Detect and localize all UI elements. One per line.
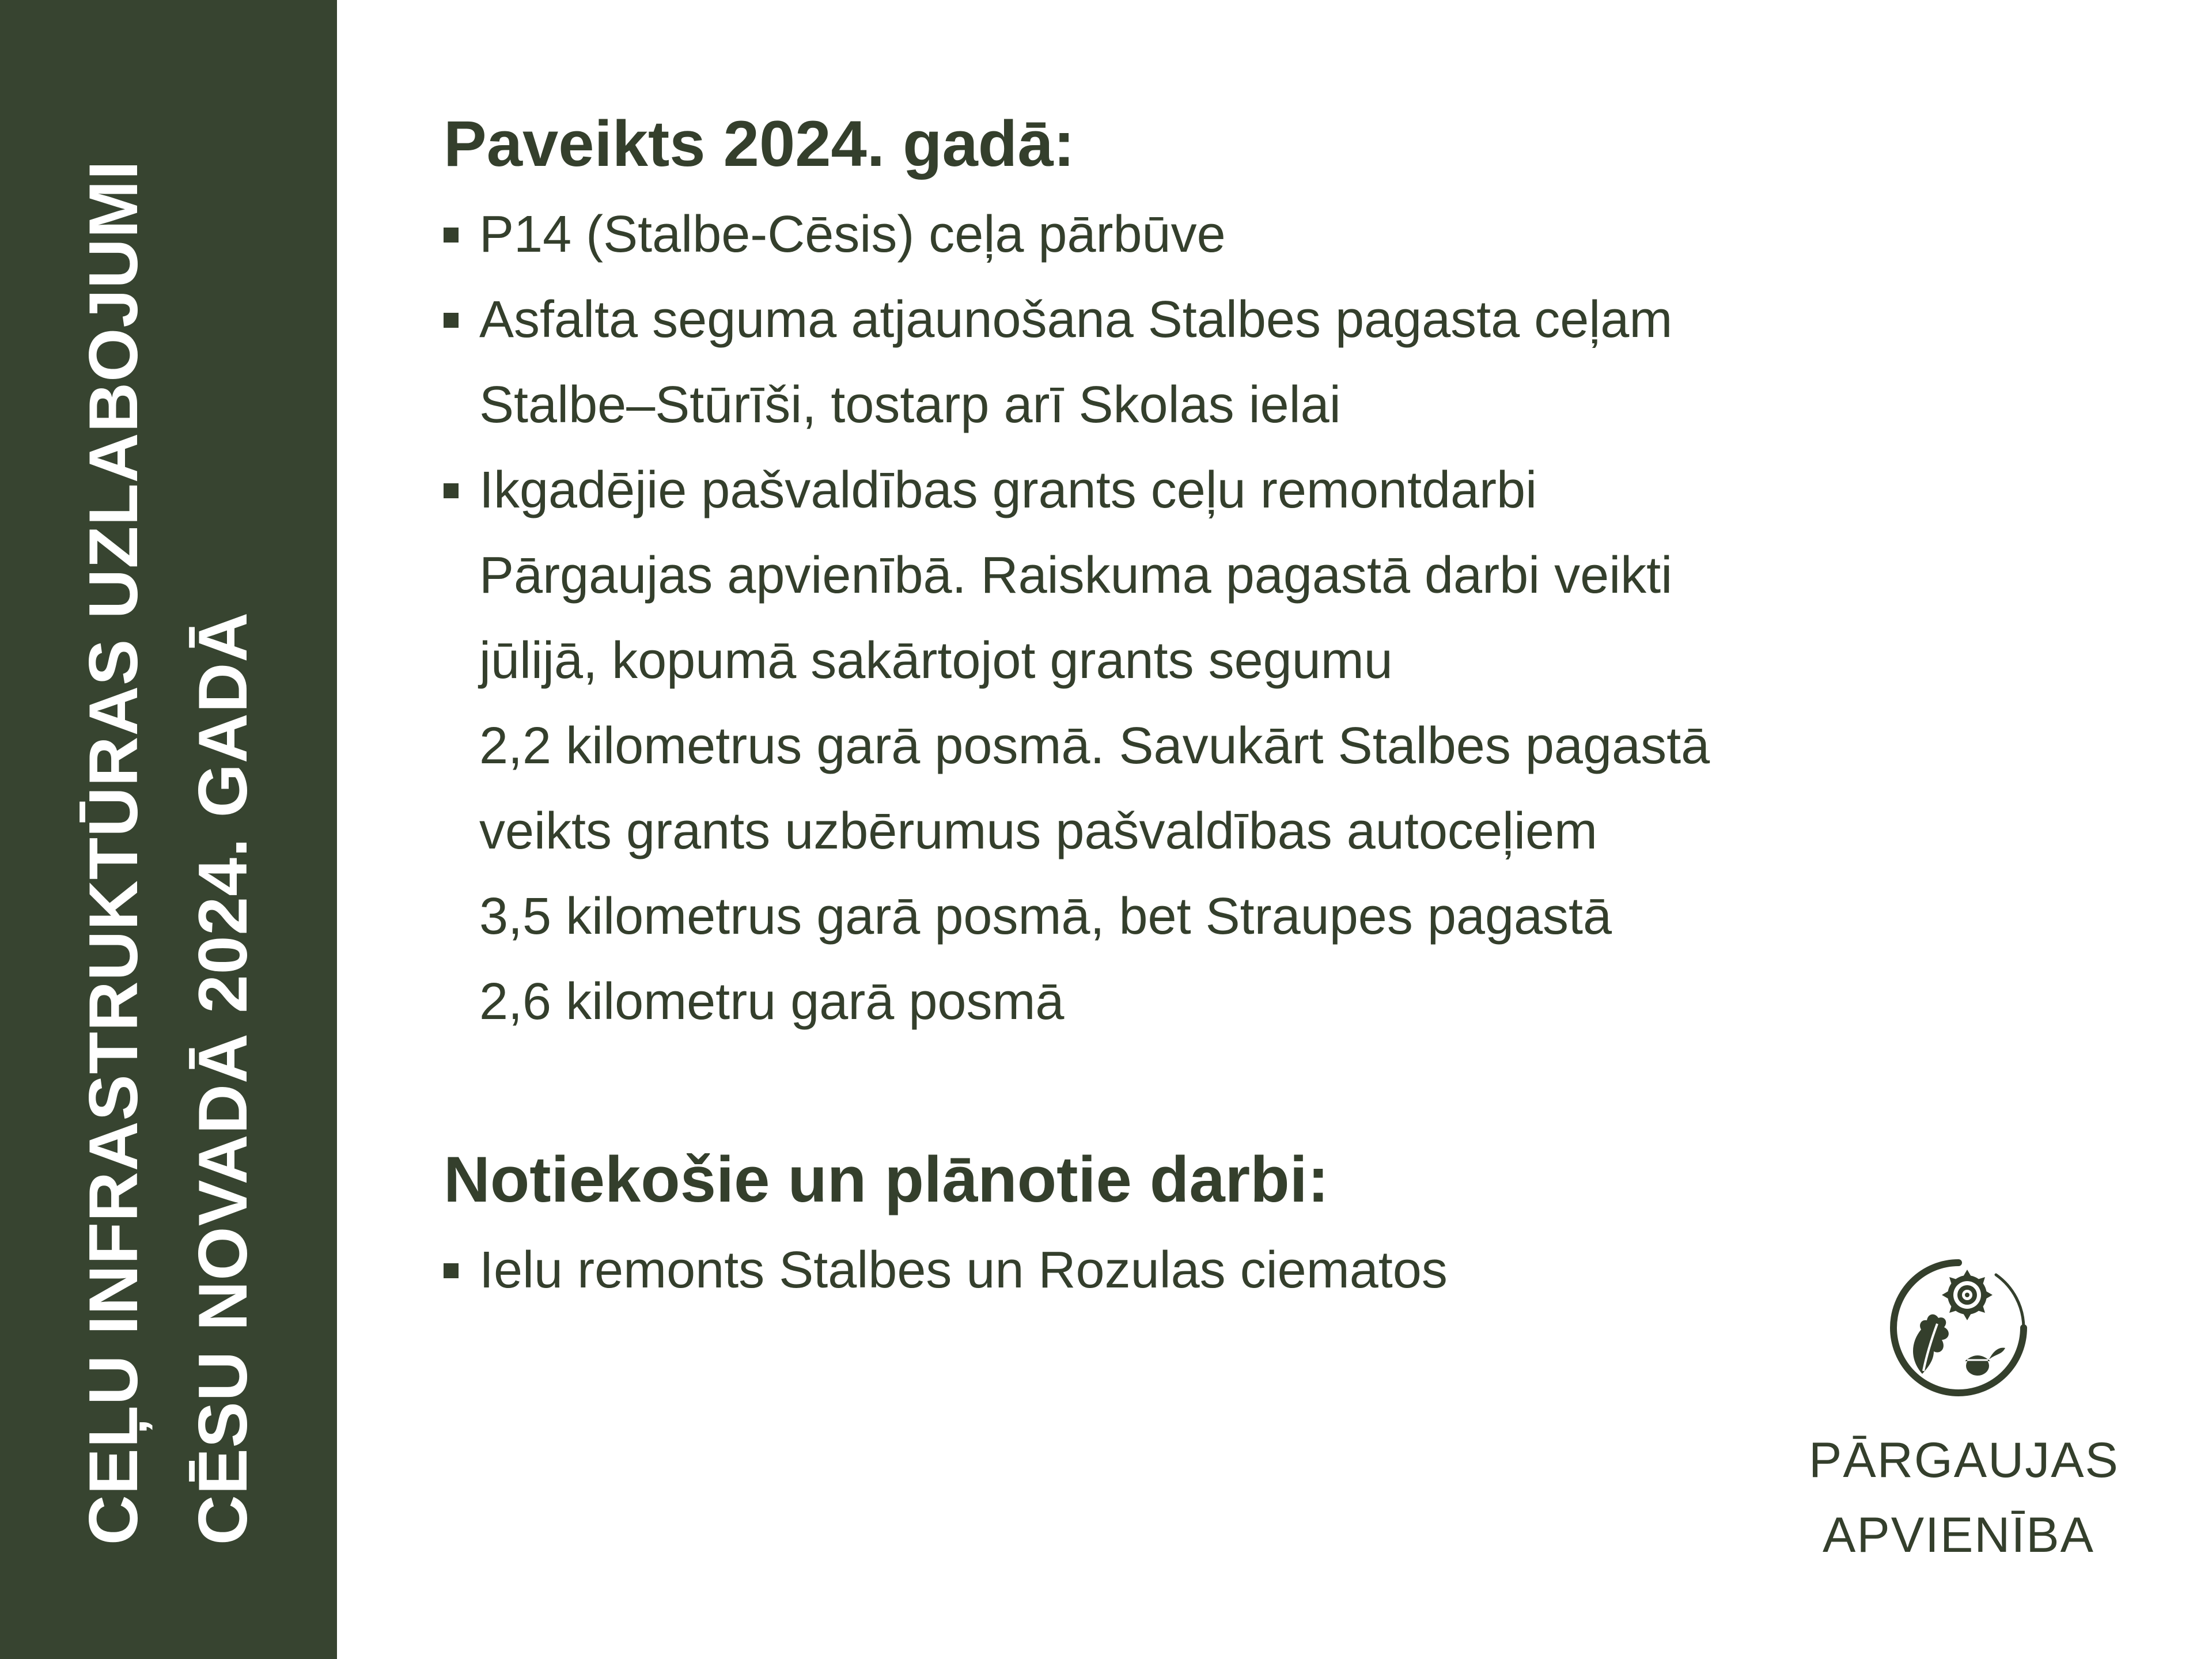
- bullet-icon: [444, 483, 459, 498]
- list-item-line: veikts grants uzbērumus pašvaldības autoceļiem: [479, 802, 1597, 860]
- bullet-icon: [444, 313, 459, 328]
- section-planned-list: [444, 1228, 1884, 1313]
- list-item-line: 2,2 kilometrus garā posmā. Savukārt Stalbes pagastā: [479, 717, 1710, 775]
- emblem-icon: [1887, 1256, 2031, 1400]
- sidebar: [0, 0, 337, 1659]
- list-item-line: Ielu remonts Stalbes un Rozulas ciematos: [479, 1241, 1448, 1299]
- section-done-list: [444, 192, 1884, 1044]
- list-item-line: Asfalta seguma atjaunošana Stalbes pagasta ceļam: [479, 291, 1673, 349]
- logo-text-line-2: APVIENĪBA: [1822, 1508, 2095, 1563]
- logo-text: [1809, 1423, 2119, 1573]
- list-item-line: 3,5 kilometrus garā posmā, bet Straupes pagastā: [479, 888, 1612, 945]
- list-item-line: jūlijā, kopumā sakārtojot grants segumu: [479, 632, 1393, 690]
- list-item: [444, 192, 1884, 277]
- list-item-line: Stalbe–Stūrīši, tostarp arī Skolas ielai: [479, 376, 1341, 434]
- section-planned: [444, 1137, 1884, 1313]
- list-item-line: P14 (Stalbe-Cēsis) ceļa pārbūve: [479, 206, 1226, 263]
- sidebar-title-line-1: CEĻU INFRASTRUKTŪRAS UZLABOJUMI: [75, 160, 152, 1546]
- section-done-heading: Paveikts 2024. gadā:: [444, 108, 1075, 180]
- bullet-icon: [444, 1263, 459, 1278]
- list-item-line: Pārgaujas apvienībā. Raiskuma pagastā darbi veikti: [479, 547, 1673, 604]
- sidebar-title: [59, 160, 278, 1545]
- section-done: [444, 101, 1884, 1044]
- main-content: [444, 101, 1884, 1313]
- section-planned-heading: Notiekošie un plānotie darbi:: [444, 1143, 1330, 1215]
- list-item: [444, 448, 1884, 1044]
- logo: [1809, 1256, 2119, 1578]
- bullet-icon: [444, 228, 459, 243]
- logo-text-line-1: PĀRGAUJAS: [1809, 1433, 2119, 1488]
- list-item: [444, 277, 1884, 448]
- sidebar-title-line-2: CĒSU NOVADĀ 2024. GADĀ: [184, 611, 262, 1546]
- list-item: [444, 1228, 1884, 1313]
- list-item-line: 2,6 kilometru garā posmā: [479, 973, 1065, 1031]
- list-item-line: Ikgadējie pašvaldības grants ceļu remontdarbi: [479, 461, 1537, 519]
